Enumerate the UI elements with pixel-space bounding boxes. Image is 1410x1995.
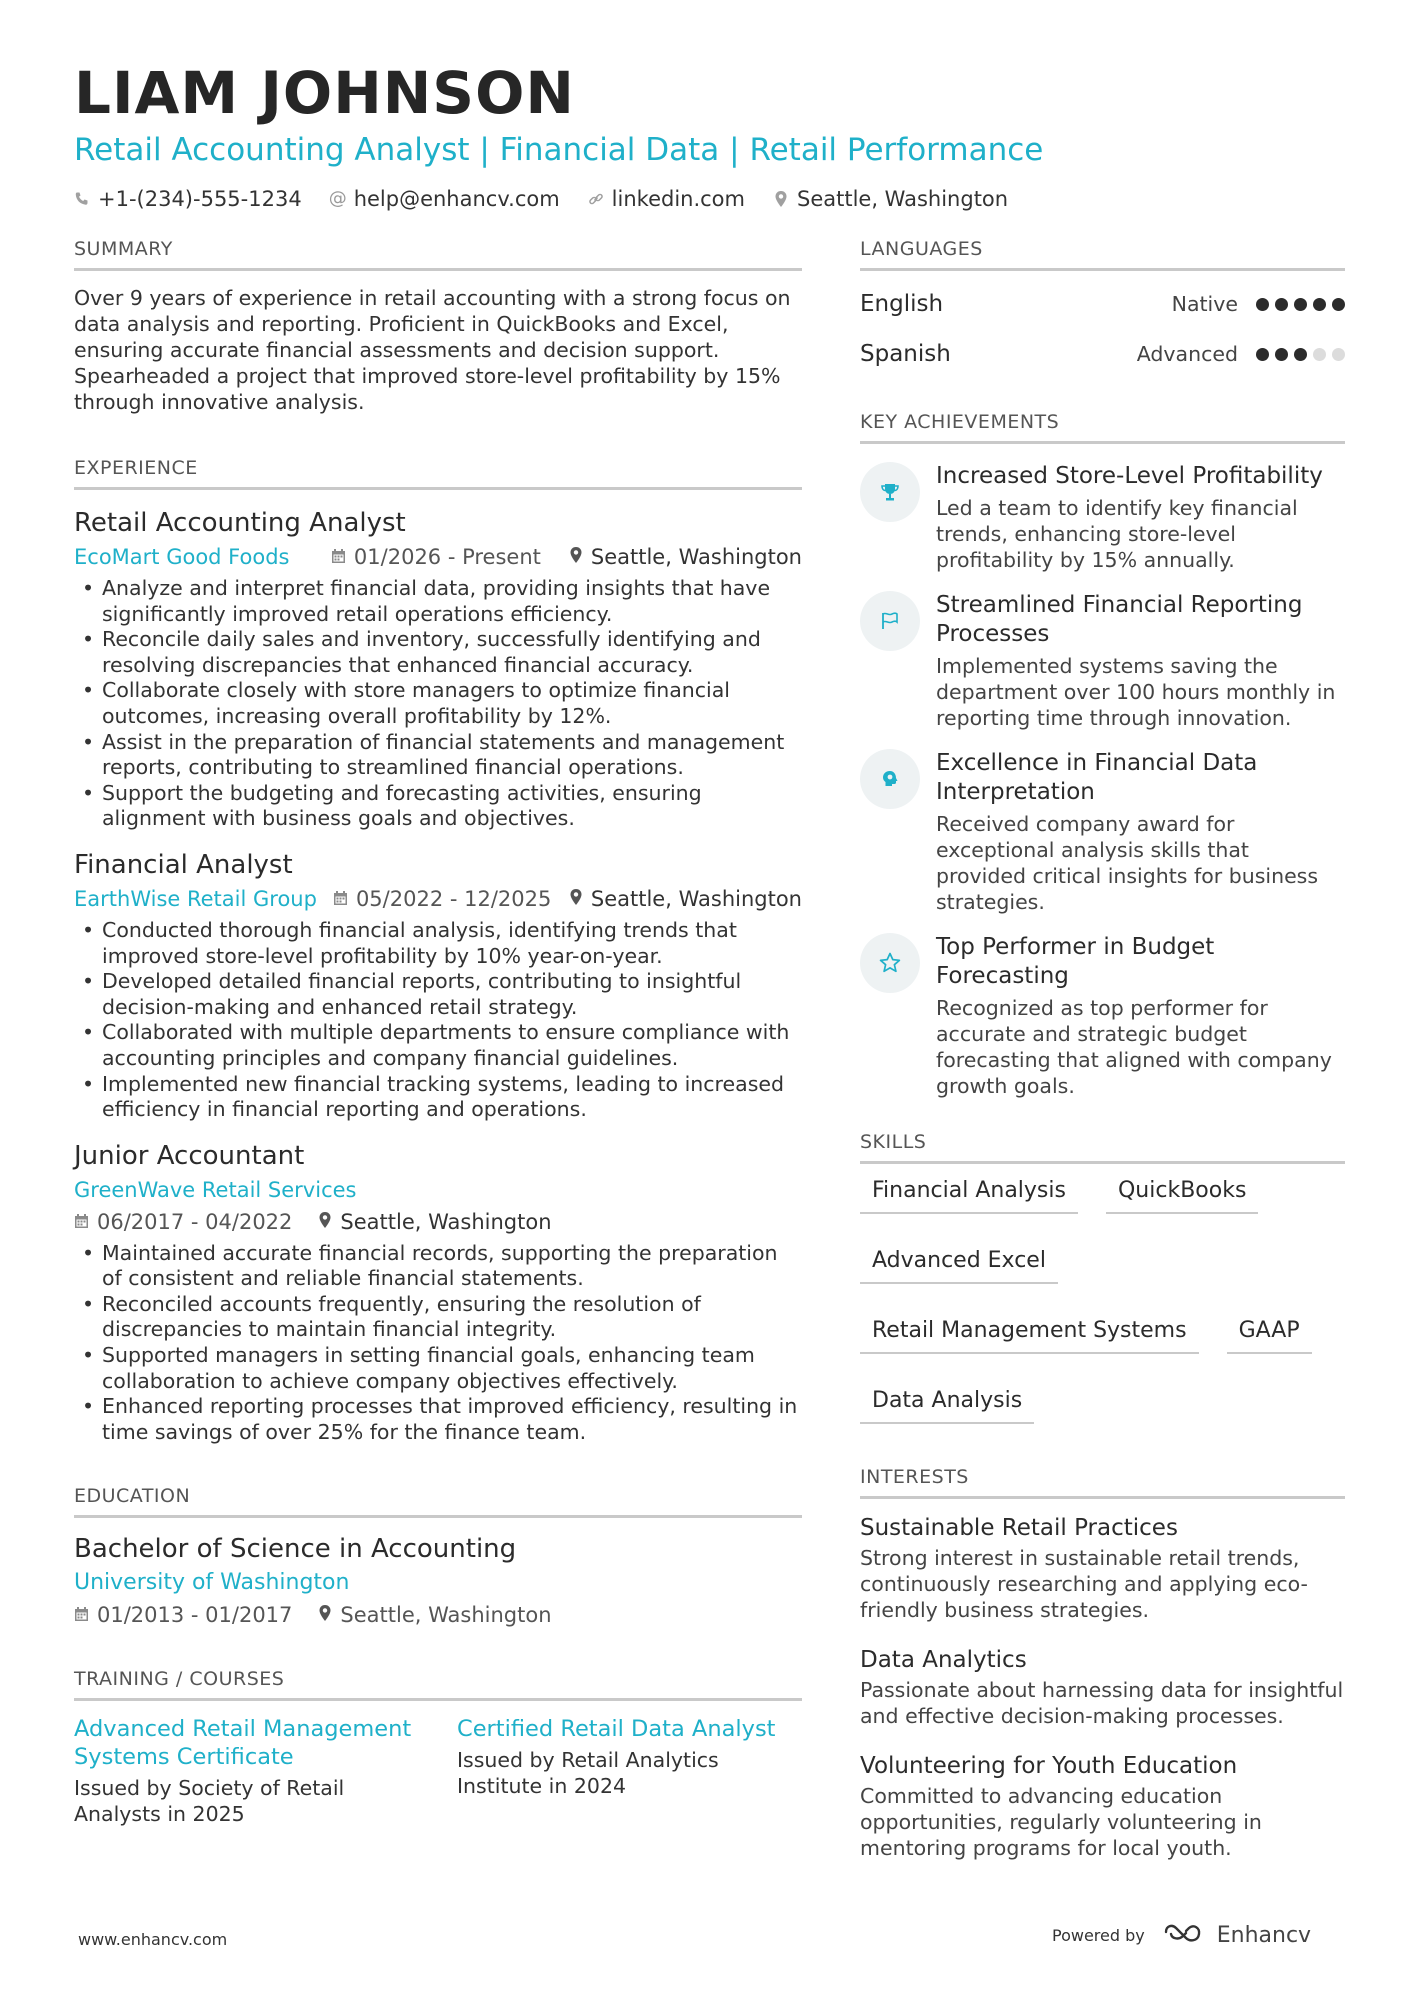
star-icon [860, 933, 920, 993]
achievement-item [860, 591, 1345, 731]
section-title-achievements: KEY ACHIEVEMENTS [860, 409, 1345, 444]
job-meta [74, 884, 802, 914]
languages-section [860, 236, 1345, 379]
skill-tag: GAAP [1227, 1316, 1312, 1354]
section-title-interests: INTERESTS [860, 1464, 1345, 1499]
interest-item [860, 1513, 1345, 1623]
company-name: GreenWave Retail Services [74, 1177, 357, 1202]
company-name: EarthWise Retail Group [74, 886, 317, 911]
achievement-desc: Received company award for exceptional analysis skills that provided critical insights for business strategies. [936, 812, 1319, 914]
job-dates-text: 05/2022 - 12/2025 [355, 886, 552, 911]
job-location-text: Seattle, Washington [590, 545, 802, 569]
school-name: University of Washington [74, 1570, 350, 1596]
degree-title: Bachelor of Science in Accounting [74, 1534, 517, 1565]
skill-tag: Retail Management Systems [860, 1316, 1199, 1354]
achievement-title: Increased Store-Level Profitability [936, 463, 1323, 489]
job-bullet: • Enhanced reporting processes that improved efficiency, resulting in time savings of over 25% for the finance team. [74, 1394, 802, 1445]
rating-dot-filled [1294, 348, 1307, 361]
job-bullet: • Assist in the preparation of financial statements and management reports, contributing to streamlined financial operations. [74, 730, 802, 781]
contact-phone [74, 184, 302, 214]
powered-by-text: Powered by [1052, 1925, 1145, 1945]
course-list [74, 1715, 802, 1827]
job-entry [74, 848, 802, 1123]
job-dates-text: 06/2017 - 04/2022 [97, 1209, 293, 1234]
language-level: Advanced [1136, 342, 1238, 366]
achievement-body [936, 591, 1345, 731]
achievement-item [860, 462, 1345, 573]
achievement-item [860, 933, 1345, 1099]
summary-text: Over 9 years of experience in retail accounting with a strong focus on data analysis and reporting. Proficient in QuickBooks and Excel, ensuring accurate financial assessments and decision support. Spearheaded a project that improved store-level profitability by 15% through innovative analysis. [74, 286, 791, 414]
interest-desc: Passionate about harnessing data for insightful and effective decision-making processes. [860, 1678, 1344, 1728]
brand-name: Enhancv [1216, 1922, 1312, 1948]
achievement-body [936, 749, 1345, 915]
location-pin-icon [569, 542, 583, 572]
course-item [74, 1715, 419, 1827]
achievement-desc: Recognized as top performer for accurate and strategic budget forecasting that aligned with company growth goals. [936, 996, 1332, 1098]
rating-dot-filled [1332, 298, 1345, 311]
education-location-text: Seattle, Washington [340, 1603, 552, 1628]
calendar-icon [331, 542, 346, 572]
achievement-body [936, 933, 1345, 1099]
flag-icon [860, 591, 920, 651]
interest-title: Sustainable Retail Practices [860, 1515, 1178, 1541]
achievement-title: Top Performer in Budget Forecasting [936, 934, 1215, 989]
education-meta [74, 1600, 802, 1630]
job-bullet: • Supported managers in setting financial goals, enhancing team collaboration to achieve company objectives effectively. [74, 1343, 802, 1394]
job-bullet: • Reconcile daily sales and inventory, successfully identifying and resolving discrepancies that enhanced financial accuracy. [74, 627, 802, 678]
achievement-body [936, 462, 1345, 573]
skill-tag: Data Analysis [860, 1386, 1034, 1424]
at-icon: @ [328, 188, 347, 209]
job-location [318, 1207, 551, 1237]
enhancv-logo[interactable] [1163, 1920, 1311, 1950]
job-bullet: • Reconciled accounts frequently, ensuring the resolution of discrepancies to maintain financial integrity. [74, 1292, 802, 1343]
course-title: Certified Retail Data Analyst [457, 1716, 776, 1743]
location-text: Seattle, Washington [796, 187, 1009, 211]
skill-tag: Financial Analysis [860, 1176, 1078, 1214]
job-bullet: • Conducted thorough financial analysis, identifying trends that improved store-level profitability by 10% year-on-year. [74, 918, 802, 969]
job-title: Retail Accounting Analyst [74, 508, 406, 538]
interest-desc: Committed to advancing education opportunities, regularly volunteering in mentoring programs for local youth. [860, 1784, 1262, 1860]
section-title-experience: EXPERIENCE [74, 455, 802, 490]
skill-list [860, 1176, 1345, 1424]
rating-dot-filled [1275, 298, 1288, 311]
job-dates [331, 542, 541, 572]
job-dates [74, 1207, 292, 1237]
rating-dot-filled [1256, 298, 1269, 311]
job-dates [333, 884, 551, 914]
training-section [74, 1666, 802, 1827]
right-column [860, 236, 1345, 1861]
job-bullets [74, 1241, 802, 1446]
language-name: English [860, 291, 944, 317]
job-bullets [74, 918, 802, 1123]
section-title-languages: LANGUAGES [860, 236, 1345, 271]
calendar-icon [74, 1207, 89, 1237]
phone-text: +1-(234)-555-1234 [98, 187, 302, 211]
job-title: Financial Analyst [74, 849, 293, 880]
rating-dot-filled [1275, 348, 1288, 361]
enhancv-logo-icon [1163, 1920, 1209, 1950]
course-title: Advanced Retail Management Systems Certificate [74, 1716, 412, 1771]
rating-dot-filled [1256, 348, 1269, 361]
achievements-section [860, 409, 1345, 1099]
job-meta [74, 542, 802, 572]
job-bullet: • Maintained accurate financial records, supporting the preparation of consistent and reliable financial statements. [74, 1241, 802, 1292]
job-bullets [74, 576, 802, 832]
rating-dot-empty [1332, 348, 1345, 361]
achievement-title: Excellence in Financial Data Interpretation [936, 750, 1258, 805]
header [74, 58, 1344, 214]
course-desc: Issued by Society of Retail Analysts in 2025 [74, 1776, 345, 1827]
job-title: Junior Accountant [74, 1140, 305, 1171]
location-pin-icon [569, 884, 583, 914]
summary-section [74, 236, 802, 415]
section-title-training: TRAINING / COURSES [74, 1666, 802, 1701]
interest-title: Data Analytics [860, 1647, 1027, 1673]
location-pin-icon [318, 1207, 332, 1237]
experience-section [74, 455, 802, 1445]
contact-location [773, 184, 1008, 214]
achievement-title: Streamlined Financial Reporting Processes [936, 592, 1303, 647]
section-title-education: EDUCATION [74, 1483, 802, 1518]
rating-dot-empty [1313, 348, 1326, 361]
education-dates [74, 1600, 292, 1630]
language-row [860, 279, 1345, 329]
lightbulb-head-icon [860, 749, 920, 809]
email-text: help@enhancv.com [353, 187, 560, 211]
contact-email[interactable] [330, 184, 560, 214]
calendar-icon [74, 1600, 89, 1630]
section-title-skills: SKILLS [860, 1129, 1345, 1164]
job-meta [74, 1175, 802, 1205]
contact-bar [74, 184, 1344, 214]
skill-tag: Advanced Excel [860, 1246, 1058, 1284]
headline: Retail Accounting Analyst | Financial Data | Retail Performance [74, 132, 1044, 168]
contact-linkedin[interactable] [588, 184, 745, 214]
section-title-summary: SUMMARY [74, 236, 802, 271]
rating-dot-filled [1294, 298, 1307, 311]
job-location-text: Seattle, Washington [340, 1209, 552, 1234]
achievement-desc: Led a team to identify key financial trends, enhancing store-level profitability by 15% annually. [936, 496, 1298, 572]
course-desc: Issued by Retail Analytics Institute in 2024 [457, 1748, 719, 1799]
job-entry [74, 1139, 802, 1446]
link-icon [588, 190, 604, 208]
job-bullet: • Collaborate closely with store managers to optimize financial outcomes, increasing overall profitability by 12%. [74, 678, 802, 729]
company-name: EcoMart Good Foods [74, 545, 290, 569]
interest-title: Volunteering for Youth Education [860, 1753, 1238, 1779]
job-meta-secondary [74, 1207, 802, 1237]
achievement-item [860, 749, 1345, 915]
job-bullet: • Analyze and interpret financial data, providing insights that have significantly improved retail operations efficiency. [74, 576, 802, 627]
candidate-name: LIAM JOHNSON [74, 59, 575, 127]
language-level: Native [1171, 292, 1238, 316]
education-section [74, 1483, 802, 1630]
skill-tag: QuickBooks [1106, 1176, 1258, 1214]
language-rating [1256, 298, 1345, 311]
footer-website[interactable]: www.enhancv.com [78, 1930, 228, 1949]
trophy-icon [860, 462, 920, 522]
job-location [569, 884, 802, 914]
footer-brand [1052, 1920, 1311, 1950]
job-entry [74, 506, 802, 832]
linkedin-text: linkedin.com [611, 187, 745, 211]
job-location-text: Seattle, Washington [590, 886, 802, 911]
interest-item [860, 1751, 1345, 1861]
job-bullet: • Implemented new financial tracking systems, leading to increased efficiency in financial reporting and operations. [74, 1072, 802, 1123]
left-column [74, 236, 802, 1827]
job-bullet: • Collaborated with multiple departments to ensure compliance with accounting principles and company financial guidelines. [74, 1020, 802, 1071]
location-pin-icon [318, 1600, 332, 1630]
skills-section [860, 1129, 1345, 1424]
education-dates-text: 01/2013 - 01/2017 [97, 1603, 293, 1628]
language-rating [1256, 348, 1345, 361]
job-bullet: • Developed detailed financial reports, contributing to insightful decision-making and enhanced retail strategy. [74, 969, 802, 1020]
phone-icon [74, 190, 90, 208]
course-item [457, 1715, 802, 1827]
language-name: Spanish [860, 341, 951, 367]
interest-desc: Strong interest in sustainable retail trends, continuously researching and applying eco-friendly business strategies. [860, 1546, 1308, 1622]
rating-dot-filled [1313, 298, 1326, 311]
interests-section [860, 1464, 1345, 1861]
achievement-desc: Implemented systems saving the department over 100 hours monthly in reporting time through innovation. [936, 654, 1336, 730]
job-dates-text: 01/2026 - Present [353, 545, 541, 569]
job-bullet: • Support the budgeting and forecasting activities, ensuring alignment with business goals and objectives. [74, 781, 802, 832]
job-location [569, 542, 802, 572]
calendar-icon [333, 884, 348, 914]
education-location [318, 1600, 551, 1630]
location-pin-icon [773, 190, 789, 208]
language-row [860, 329, 1345, 379]
interest-item [860, 1645, 1345, 1729]
